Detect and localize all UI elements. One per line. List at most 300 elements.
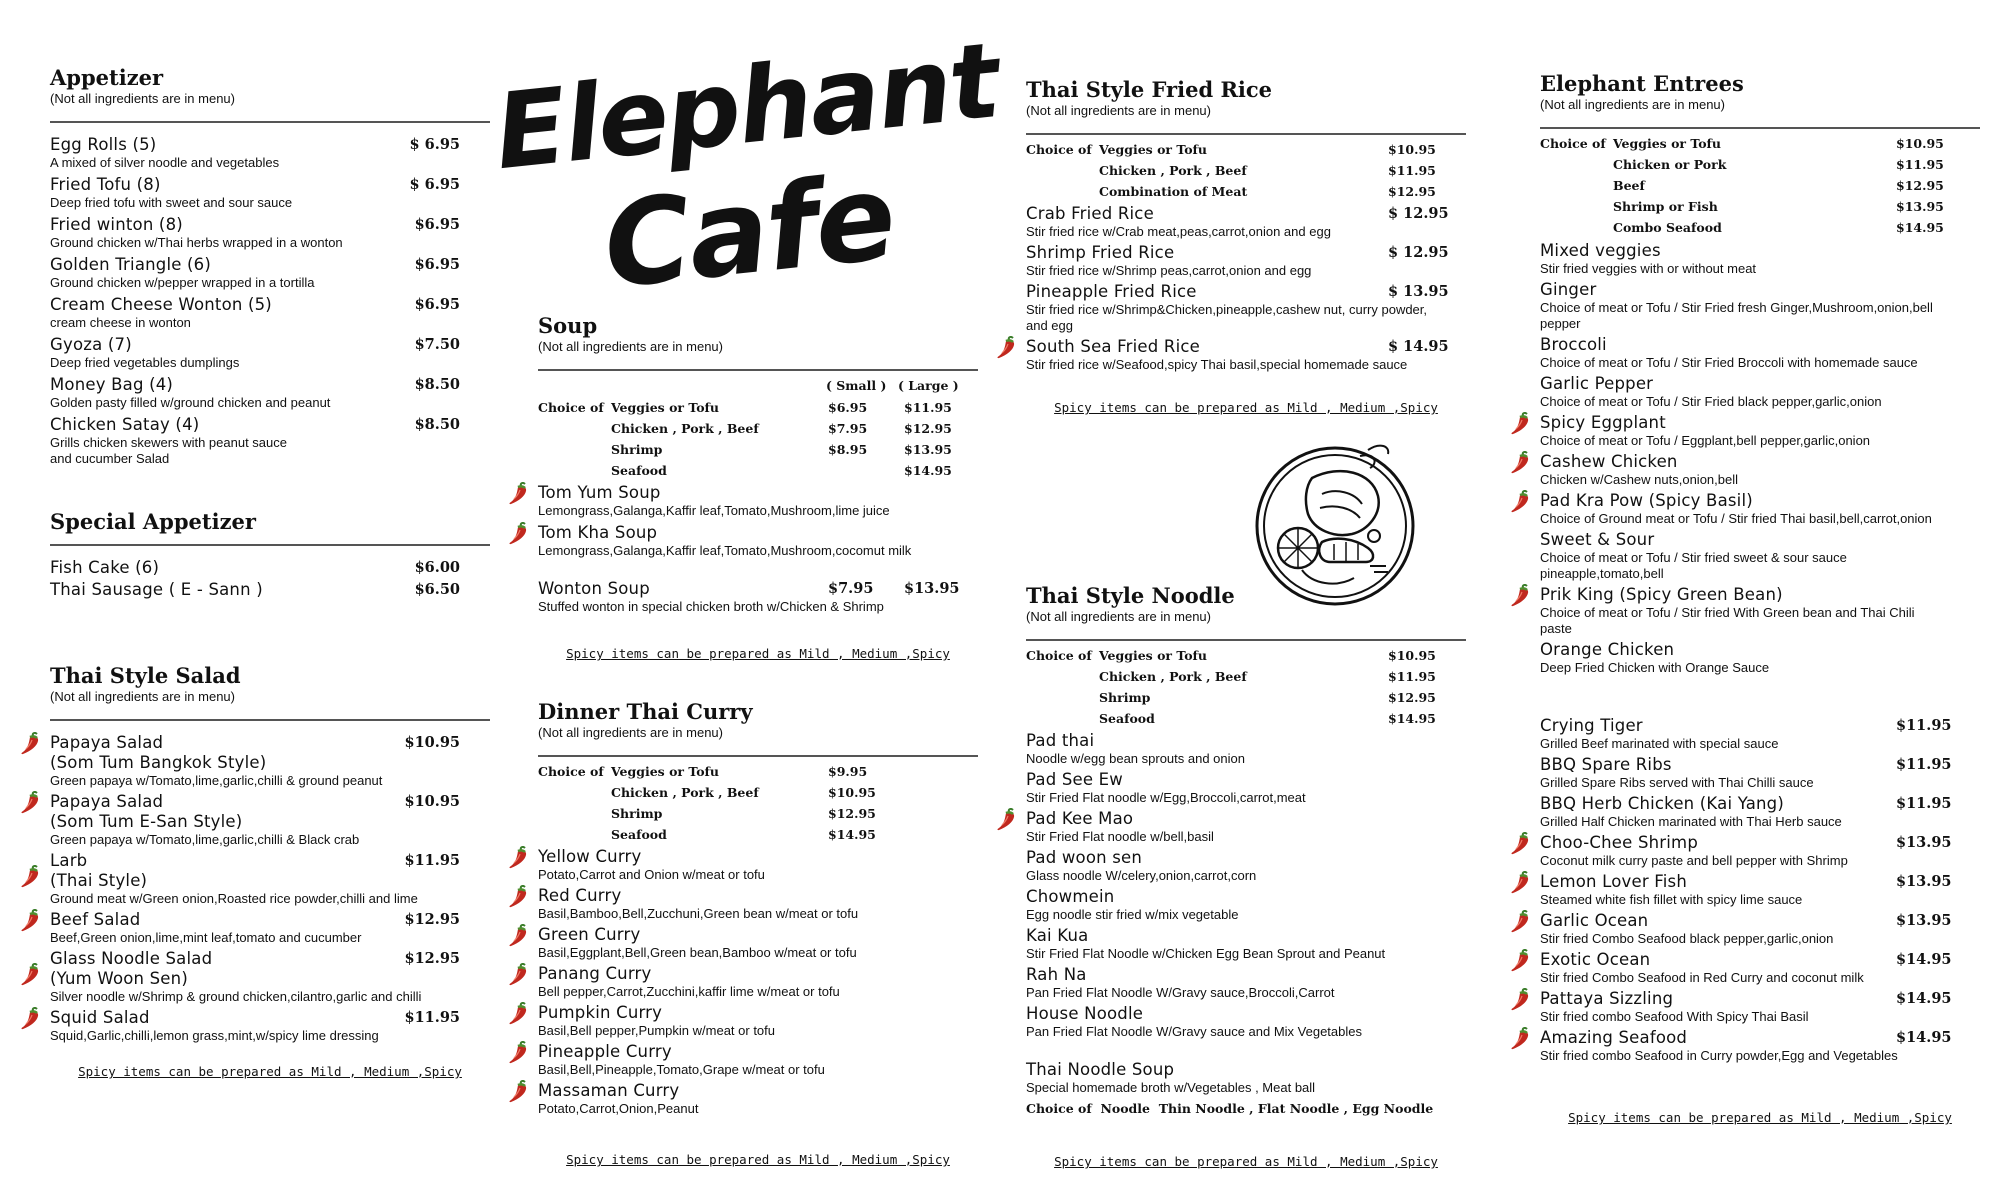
chili-pepper-icon — [508, 1002, 530, 1026]
item-name: Money Bag (4) — [50, 375, 174, 394]
chili-pepper-icon — [508, 846, 530, 870]
menu-item — [538, 523, 978, 559]
item-price: $11.95 — [1896, 795, 1952, 812]
item-price: $10.95 — [1896, 136, 1944, 151]
choice-option: Veggies or Tofu — [1099, 142, 1208, 157]
item-name: House Noodle — [1026, 1004, 1144, 1023]
choice-option: Seafood — [611, 463, 667, 478]
item-price: $12.95 — [828, 806, 876, 821]
chili-pepper-icon — [1510, 451, 1532, 475]
item-name: Pad See Ew — [1026, 770, 1123, 789]
menu-item — [1540, 241, 1980, 277]
item-name: Spicy Eggplant — [1540, 413, 1666, 432]
item-name: Gyoza (7) — [50, 335, 132, 354]
choice-option: Seafood — [611, 827, 667, 842]
menu-item — [538, 579, 978, 615]
item-desc: Stir fried combo Seafood With Spicy Thai Basil — [1540, 1009, 1809, 1024]
choice-option: Shrimp — [611, 806, 663, 821]
chili-pepper-icon — [508, 963, 530, 987]
menu-item — [1026, 809, 1466, 845]
item-desc: Noodle w/egg bean sprouts and onion — [1026, 751, 1245, 766]
item-price: $10.95 — [1388, 648, 1436, 663]
item-name: Pad woon sen — [1026, 848, 1143, 867]
chili-pepper-icon — [20, 1007, 42, 1031]
choice-row — [538, 824, 978, 845]
item-price: $ 13.95 — [1388, 283, 1449, 300]
item-name: Pattaya Sizzling — [1540, 989, 1674, 1008]
choice-row — [1540, 133, 1980, 154]
menu-list — [538, 847, 978, 1117]
item-desc: Deep Fried Chicken with Orange Sauce — [1540, 660, 1770, 675]
item-name: Chowmein — [1026, 887, 1115, 906]
item-name: Prik King (Spicy Green Bean) — [1540, 585, 1783, 604]
spicy-note: Spicy items can be prepared as Mild , Medium ,Spicy — [1054, 1154, 1438, 1169]
item-desc: Grilled Beef marinated with special sauce — [1540, 736, 1779, 751]
choice-row — [538, 761, 978, 782]
choice-option: Beef — [1613, 178, 1645, 193]
section-title: Elephant Entrees — [1540, 71, 1744, 96]
chili-pepper-icon — [996, 336, 1018, 360]
item-desc: Squid,Garlic,chilli,lemon grass,mint,w/spicy lime dressing — [50, 1028, 379, 1043]
menu-list — [50, 135, 460, 467]
menu-item — [1540, 335, 1980, 371]
chili-pepper-icon — [1510, 584, 1532, 608]
size-large-label: ( Large ) — [898, 378, 959, 393]
chili-pepper-icon — [1510, 871, 1532, 895]
item-desc: Beef,Green onion,lime,mint leaf,tomato and cucumber — [50, 930, 362, 945]
item-price: $7.50 — [414, 336, 460, 353]
item-desc: Chicken w/Cashew nuts,onion,bell — [1540, 472, 1738, 487]
item-name: Larb — [50, 851, 88, 870]
item-name: South Sea Fried Rice — [1026, 337, 1200, 356]
menu-item — [50, 1008, 460, 1044]
choice-option: Seafood — [1099, 711, 1155, 726]
choice-row — [1026, 666, 1466, 687]
item-desc: Ground chicken w/pepper wrapped in a tortilla — [50, 275, 315, 290]
menu-item — [538, 1042, 978, 1078]
chili-pepper-icon — [1510, 490, 1532, 514]
chili-pepper-icon — [1510, 949, 1532, 973]
section-note: (Not all ingredients are in menu) — [1026, 103, 1211, 118]
entrees-section — [1540, 72, 1980, 1070]
choice-row — [1540, 217, 1980, 238]
item-price: $ 14.95 — [1388, 338, 1449, 355]
chili-pepper-icon — [996, 808, 1018, 832]
choice-option: Shrimp or Fish — [1613, 199, 1718, 214]
item-name: (Thai Style) — [50, 871, 148, 890]
item-desc: Potato,Carrot,Onion,Peanut — [538, 1101, 699, 1116]
item-price: $11.95 — [404, 1009, 460, 1026]
section-divider — [1026, 133, 1466, 135]
choice-row — [1026, 687, 1466, 708]
section-divider — [1026, 639, 1466, 641]
menu-item — [50, 733, 460, 789]
item-name: Amazing Seafood — [1540, 1028, 1688, 1047]
item-desc: Grills chicken skewers with peanut sauce — [50, 435, 287, 450]
spicy-note: Spicy items can be prepared as Mild , Medium ,Spicy — [566, 646, 950, 661]
choice-option: Veggies or Tofu — [611, 764, 720, 779]
item-name: Crying Tiger — [1540, 716, 1643, 735]
column-1 — [50, 0, 490, 1194]
choice-row — [538, 397, 978, 418]
menu-list — [1026, 204, 1466, 373]
item-name: Mixed veggies — [1540, 241, 1661, 260]
menu-item — [1540, 833, 1980, 869]
logo-text-line2: Cafe — [597, 147, 900, 315]
choice-row — [538, 782, 978, 803]
item-desc: Potato,Carrot and Onion w/meat or tofu — [538, 867, 765, 882]
menu-item — [1540, 989, 1980, 1025]
menu-list — [50, 558, 460, 600]
menu-item — [1540, 585, 1980, 637]
menu-list — [1540, 241, 1980, 1064]
item-name: Fried Tofu (8) — [50, 175, 161, 194]
item-name: Thai Noodle Soup — [1026, 1060, 1175, 1079]
item-desc: Golden pasty filled w/ground chicken and peanut — [50, 395, 331, 410]
choice-row — [538, 439, 978, 460]
item-desc: Choice of meat or Tofu / Stir Fried black pepper,garlic,onion — [1540, 394, 1882, 409]
menu-item — [1026, 887, 1466, 923]
menu-item — [1540, 1028, 1980, 1064]
menu-item — [538, 1081, 978, 1117]
menu-item — [1026, 731, 1466, 767]
item-desc: cream cheese in wonton — [50, 315, 191, 330]
salad-section — [50, 664, 490, 1050]
menu-item — [50, 295, 460, 331]
choice-row — [1540, 175, 1980, 196]
item-desc: Stuffed wonton in special chicken broth w/Chicken & Shrimp — [538, 599, 884, 614]
choice-label: Choice of — [538, 764, 604, 779]
item-price: $14.95 — [1388, 711, 1436, 726]
chili-pepper-icon — [508, 1080, 530, 1104]
item-desc: Deep fried tofu with sweet and sour sauce — [50, 195, 293, 210]
item-price: $8.50 — [414, 416, 460, 433]
item-name: Shrimp Fried Rice — [1026, 243, 1175, 262]
menu-item — [1026, 770, 1466, 806]
item-price: $10.95 — [828, 785, 876, 800]
section-note: (Not all ingredients are in menu) — [50, 91, 235, 106]
item-desc: Basil,Eggplant,Bell,Green bean,Bamboo w/meat or tofu — [538, 945, 857, 960]
section-title: Dinner Thai Curry — [538, 699, 753, 724]
item-price: $11.95 — [1896, 756, 1952, 773]
spicy-note: Spicy items can be prepared as Mild , Medium ,Spicy — [1568, 1110, 1952, 1125]
choice-row — [1026, 139, 1466, 160]
item-desc: A mixed of silver noodle and vegetables — [50, 155, 280, 170]
choice-row — [1026, 708, 1466, 729]
menu-item — [1026, 1060, 1466, 1119]
size-header — [538, 375, 978, 397]
item-name: Pumpkin Curry — [538, 1003, 663, 1022]
item-price: $14.95 — [1896, 990, 1952, 1007]
price-small: $8.95 — [828, 442, 868, 457]
item-price: $9.95 — [828, 764, 868, 779]
item-name: Yellow Curry — [538, 847, 642, 866]
menu-item — [1540, 755, 1980, 791]
item-name: Rah Na — [1026, 965, 1087, 984]
item-price: $14.95 — [1896, 220, 1944, 235]
item-name: Tom Yum Soup — [538, 483, 661, 502]
menu-item — [1540, 911, 1980, 947]
curry-section — [538, 700, 978, 1123]
item-name: Tom Kha Soup — [538, 523, 658, 542]
item-desc: Stir fried veggies with or without meat — [1540, 261, 1757, 276]
menu-item — [1540, 872, 1980, 908]
column-4 — [1540, 0, 1980, 1194]
menu-item — [1026, 848, 1466, 884]
item-desc: pepper — [1540, 316, 1581, 331]
item-name: Thai Sausage ( E - Sann ) — [50, 580, 263, 599]
choice-row — [1026, 645, 1466, 666]
menu-item — [50, 558, 460, 578]
menu-item — [50, 215, 460, 251]
item-name: Pad Kee Mao — [1026, 809, 1134, 828]
item-name: Garlic Ocean — [1540, 911, 1649, 930]
item-name: Lemon Lover Fish — [1540, 872, 1687, 891]
item-name: Ginger — [1540, 280, 1597, 299]
menu-item — [1540, 640, 1980, 676]
item-desc: Basil,Bell,Pineapple,Tomato,Grape w/meat or tofu — [538, 1062, 825, 1077]
item-desc: and egg — [1026, 318, 1073, 333]
price-large: $14.95 — [904, 463, 952, 478]
item-name: Cream Cheese Wonton (5) — [50, 295, 272, 314]
item-desc: Ground chicken w/Thai herbs wrapped in a wonton — [50, 235, 343, 250]
item-name: Fish Cake (6) — [50, 558, 160, 577]
item-desc: Stir fried rice w/Shrimp peas,carrot,onion and egg — [1026, 263, 1312, 278]
menu-item — [1540, 950, 1980, 986]
item-name: Garlic Pepper — [1540, 374, 1654, 393]
choice-option: Chicken , Pork , Beef — [1099, 669, 1247, 684]
price-small: $7.95 — [828, 580, 874, 597]
item-price: $6.95 — [414, 296, 460, 313]
spicy-note: Spicy items can be prepared as Mild , Medium ,Spicy — [566, 1152, 950, 1167]
choice-option: Veggies or Tofu — [1613, 136, 1722, 151]
item-desc: Lemongrass,Galanga,Kaffir leaf,Tomato,Mushroom,cocomut milk — [538, 543, 912, 558]
menu-list — [50, 733, 460, 1044]
item-name: Pineapple Fried Rice — [1026, 282, 1197, 301]
section-title: Thai Style Fried Rice — [1026, 77, 1273, 102]
chili-pepper-icon — [508, 924, 530, 948]
section-title: Thai Style Noodle — [1026, 583, 1235, 608]
item-name: Wonton Soup — [538, 579, 650, 598]
menu-item — [1026, 1004, 1466, 1040]
menu-item — [1026, 965, 1466, 1001]
item-desc: Silver noodle w/Shrimp & ground chicken,cilantro,garlic and chilli — [50, 989, 422, 1004]
section-title: Soup — [538, 313, 598, 338]
item-name: Red Curry — [538, 886, 622, 905]
choice-row — [538, 803, 978, 824]
item-name: Pad thai — [1026, 731, 1095, 750]
menu-item — [50, 135, 460, 171]
choice-option: Shrimp — [1099, 690, 1151, 705]
item-name: (Som Tum Bangkok Style) — [50, 753, 267, 772]
item-desc: Stir fried rice w/Shrimp&Chicken,pineapple,cashew nut, curry powder, — [1026, 302, 1428, 317]
item-name: Beef Salad — [50, 910, 141, 929]
item-desc: Special homemade broth w/Vegetables , Meat ball — [1026, 1080, 1316, 1095]
menu-item — [1026, 926, 1466, 962]
item-name: Pineapple Curry — [538, 1042, 672, 1061]
item-price: $13.95 — [1896, 834, 1952, 851]
choice-option: Chicken , Pork , Beef — [611, 785, 759, 800]
choice-option: Chicken , Pork , Beef — [611, 421, 759, 436]
choice-option: Chicken , Pork , Beef — [1099, 163, 1247, 178]
section-divider — [50, 719, 490, 721]
section-title: Thai Style Salad — [50, 663, 241, 688]
item-desc: Stir fried rice w/Crab meat,peas,carrot,onion and egg — [1026, 224, 1331, 239]
logo-text-line1: Elephant — [489, 19, 1004, 194]
item-desc: Deep fried vegetables dumplings — [50, 355, 240, 370]
item-price: $6.95 — [414, 256, 460, 273]
item-price: $14.95 — [1896, 1029, 1952, 1046]
item-desc: Choice of meat or Tofu / Stir Fried fresh Ginger,Mushroom,onion,bell — [1540, 300, 1933, 315]
menu-item — [50, 910, 460, 946]
item-name: Massaman Curry — [538, 1081, 680, 1100]
menu-item — [1540, 716, 1980, 752]
item-desc: Basil,Bamboo,Bell,Zucchuni,Green bean w/meat or tofu — [538, 906, 859, 921]
spicy-note: Spicy items can be prepared as Mild , Medium ,Spicy — [78, 1064, 462, 1079]
choice-row — [1026, 160, 1466, 181]
item-name: Crab Fried Rice — [1026, 204, 1154, 223]
choice-label: Choice of — [1026, 142, 1092, 157]
item-price: $6.00 — [414, 559, 460, 576]
choice-option: Veggies or Tofu — [611, 400, 720, 415]
menu-item — [50, 949, 460, 1005]
menu-item — [50, 851, 460, 907]
noodle-section — [1026, 584, 1466, 1125]
item-name: Panang Curry — [538, 964, 652, 983]
item-price: $10.95 — [404, 793, 460, 810]
price-large: $13.95 — [904, 442, 952, 457]
elephant-cafe-logo — [489, 19, 1004, 315]
choice-label: Choice of — [538, 400, 604, 415]
item-desc: Egg noodle stir fried w/mix vegetable — [1026, 907, 1239, 922]
item-price: $8.50 — [414, 376, 460, 393]
item-name: Fried winton (8) — [50, 215, 183, 234]
price-small: $7.95 — [828, 421, 868, 436]
item-desc: Stir Fried Flat Noodle w/Chicken Egg Bean Sprout and Peanut — [1026, 946, 1386, 961]
choice-row — [538, 418, 978, 439]
item-desc: Pan Fried Flat Noodle W/Gravy sauce and Mix Vegetables — [1026, 1024, 1362, 1039]
chili-pepper-icon — [1510, 412, 1532, 436]
item-desc: Pan Fried Flat Noodle W/Gravy sauce,Broccoli,Carrot — [1026, 985, 1335, 1000]
item-price: $14.95 — [828, 827, 876, 842]
section-title: Appetizer — [50, 65, 164, 90]
choice-row — [538, 460, 978, 481]
item-name: Green Curry — [538, 925, 641, 944]
chili-pepper-icon — [1510, 1027, 1532, 1051]
menu-item — [50, 335, 460, 371]
section-note: (Not all ingredients are in menu) — [538, 725, 723, 740]
menu-item — [538, 886, 978, 922]
item-desc: Ground meat w/Green onion,Roasted rice powder,chilli and lime — [50, 891, 418, 906]
menu-item — [1026, 282, 1466, 334]
menu-item — [1026, 337, 1466, 373]
menu-item — [538, 1003, 978, 1039]
chili-pepper-icon — [508, 885, 530, 909]
item-price: $ 6.95 — [409, 176, 460, 193]
menu-list — [538, 483, 978, 615]
choice-option: Chicken or Pork — [1613, 157, 1727, 172]
item-price: $12.95 — [404, 911, 460, 928]
menu-list — [1026, 731, 1466, 1119]
chili-pepper-icon — [1510, 910, 1532, 934]
price-large: $11.95 — [904, 400, 952, 415]
section-title: Special Appetizer — [50, 509, 256, 534]
choice-option: Veggies or Tofu — [1099, 648, 1208, 663]
item-price: $12.95 — [404, 950, 460, 967]
item-price: $ 6.95 — [409, 136, 460, 153]
choice-row — [1540, 154, 1980, 175]
item-name: Chicken Satay (4) — [50, 415, 200, 434]
section-note: (Not all ingredients are in menu) — [1026, 609, 1211, 624]
menu-item — [1540, 280, 1980, 332]
choice-row — [1026, 181, 1466, 202]
item-desc: Stir fried rice w/Seafood,spicy Thai basil,special homemade sauce — [1026, 357, 1408, 372]
section-divider — [538, 755, 978, 757]
section-divider — [50, 121, 490, 123]
item-price: $10.95 — [1388, 142, 1436, 157]
section-divider — [538, 369, 978, 371]
item-desc: pineapple,tomato,bell — [1540, 566, 1664, 581]
chili-pepper-icon — [508, 482, 530, 506]
chili-pepper-icon — [20, 791, 42, 815]
item-desc: Stir Fried Flat noodle w/Egg,Broccoli,carrot,meat — [1026, 790, 1306, 805]
chili-pepper-icon — [508, 1041, 530, 1065]
item-name: Egg Rolls (5) — [50, 135, 157, 154]
item-name: BBQ Spare Ribs — [1540, 755, 1672, 774]
item-price: $10.95 — [404, 734, 460, 751]
item-desc: Grilled Spare Ribs served with Thai Chilli sauce — [1540, 775, 1814, 790]
price-large: $13.95 — [904, 580, 960, 597]
menu-item — [50, 792, 460, 848]
noodle-choice: Choice of Noodle Thin Noodle , Flat Noodle , Egg Noodle — [1026, 1101, 1434, 1116]
item-name: BBQ Herb Chicken (Kai Yang) — [1540, 794, 1784, 813]
section-note: (Not all ingredients are in menu) — [50, 689, 235, 704]
item-desc: Stir fried Combo Seafood black pepper,garlic,onion — [1540, 931, 1834, 946]
item-name: Sweet & Sour — [1540, 530, 1655, 549]
item-desc: Choice of meat or Tofu / Eggplant,bell pepper,garlic,onion — [1540, 433, 1871, 448]
menu-item — [50, 375, 460, 411]
item-price: $11.95 — [404, 852, 460, 869]
item-desc: Choice of Ground meat or Tofu / Stir fried Thai basil,bell,carrot,onion — [1540, 511, 1932, 526]
item-price: $13.95 — [1896, 873, 1952, 890]
choice-label: Choice of — [1540, 136, 1606, 151]
item-price: $11.95 — [1388, 669, 1436, 684]
menu-item — [538, 964, 978, 1000]
menu-item — [538, 483, 978, 519]
item-desc: Grilled Half Chicken marinated with Thai Herb sauce — [1540, 814, 1842, 829]
item-desc: Glass noodle W/celery,onion,carrot,corn — [1026, 868, 1257, 883]
item-price: $12.95 — [1896, 178, 1944, 193]
item-price: $11.95 — [1896, 717, 1952, 734]
choice-label: Choice of — [1026, 648, 1092, 663]
fried-rice-section — [1026, 78, 1466, 379]
price-small: $6.95 — [828, 400, 868, 415]
item-desc: Stir fried combo Seafood in Curry powder,Egg and Vegetables — [1540, 1048, 1898, 1063]
item-price: $14.95 — [1896, 951, 1952, 968]
item-name: (Som Tum E-San Style) — [50, 812, 243, 831]
chili-pepper-icon — [1510, 832, 1532, 856]
item-name: Orange Chicken — [1540, 640, 1675, 659]
item-name: Kai Kua — [1026, 926, 1089, 945]
size-small-label: ( Small ) — [826, 378, 887, 393]
appetizer-section — [50, 66, 490, 471]
special-appetizer-section — [50, 510, 490, 606]
item-desc: Stir Fried Flat noodle w/bell,basil — [1026, 829, 1214, 844]
menu-item — [1540, 413, 1980, 449]
menu-item — [538, 925, 978, 961]
item-desc: Steamed white fish fillet with spicy lime sauce — [1540, 892, 1803, 907]
item-name: (Yum Woon Sen) — [50, 969, 188, 988]
